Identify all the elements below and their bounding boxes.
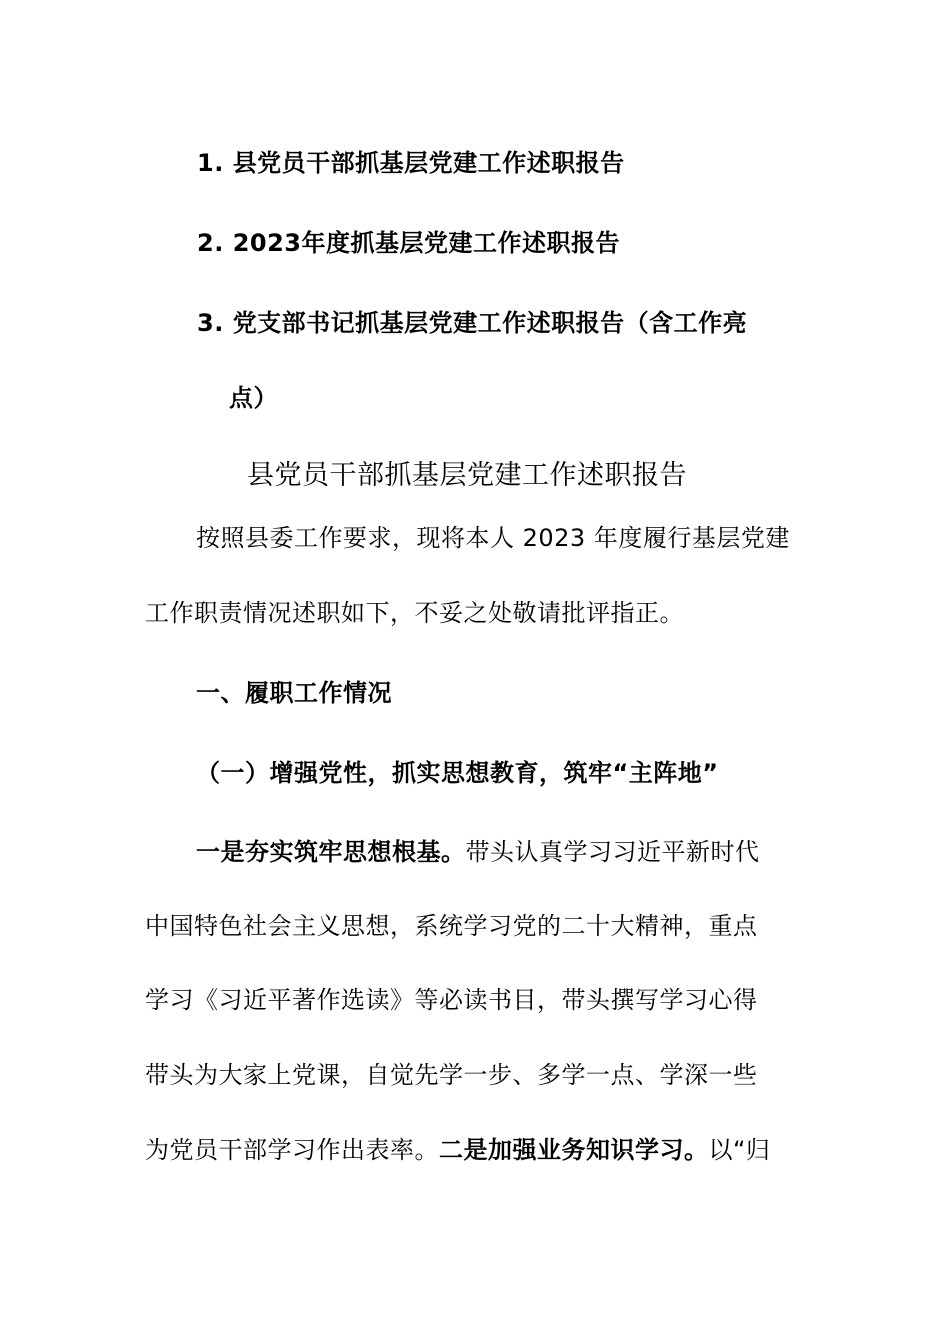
report-title: 县党员干部抓基层党建工作述职报告 [247, 460, 687, 491]
paragraph-1-line-1-rest: 带头认真学习习近平新时代 [465, 838, 760, 866]
toc-item-2-number: 2. [197, 229, 224, 257]
paragraph-1-line-5-start: 为党员干部学习作出表率。 [145, 1136, 439, 1164]
toc-item-1-number: 1. [197, 149, 224, 177]
intro-line-1: 按照县委工作要求，现将本人 2023 年度履行基层党建 [196, 524, 790, 552]
toc-item-3-text: 党支部书记抓基层党建工作述职报告（含工作亮 [232, 309, 748, 337]
paragraph-1-line-5 [145, 1133, 770, 1167]
toc-item-2 [197, 226, 620, 260]
toc-item-1 [197, 146, 625, 180]
toc-item-3 [197, 306, 747, 340]
intro-line-2: 工作职责情况述职如下，不妥之处敬请批评指正。 [145, 599, 684, 627]
paragraph-1-line-5-end: 以“归 [708, 1136, 771, 1164]
paragraph-1-line-2: 中国特色社会主义思想，系统学习党的二十大精神，重点 [145, 912, 758, 940]
paragraph-1-line-3: 学习《习近平著作选读》等必读书目，带头撰写学习心得 [145, 986, 758, 1014]
toc-item-2-text: 2023年度抓基层党建工作述职报告 [232, 229, 620, 257]
subsection-1-heading: （一）增强党性，抓实思想教育，筑牢“主阵地” [196, 759, 719, 787]
toc-item-1-text: 县党员干部抓基层党建工作述职报告 [232, 149, 625, 177]
toc-item-3-continuation: 点） [229, 384, 278, 412]
paragraph-1-line-1 [196, 835, 760, 869]
paragraph-1-line-5-bold: 二是加强业务知识学习。 [439, 1136, 709, 1164]
toc-item-3-number: 3. [197, 309, 224, 337]
paragraph-1-bold-lead: 一是夯实筑牢思想根基。 [196, 838, 466, 866]
section-1-heading: 一、履职工作情况 [196, 679, 392, 707]
paragraph-1-line-4: 带头为大家上党课，自觉先学一步、多学一点、学深一些 [145, 1061, 758, 1089]
